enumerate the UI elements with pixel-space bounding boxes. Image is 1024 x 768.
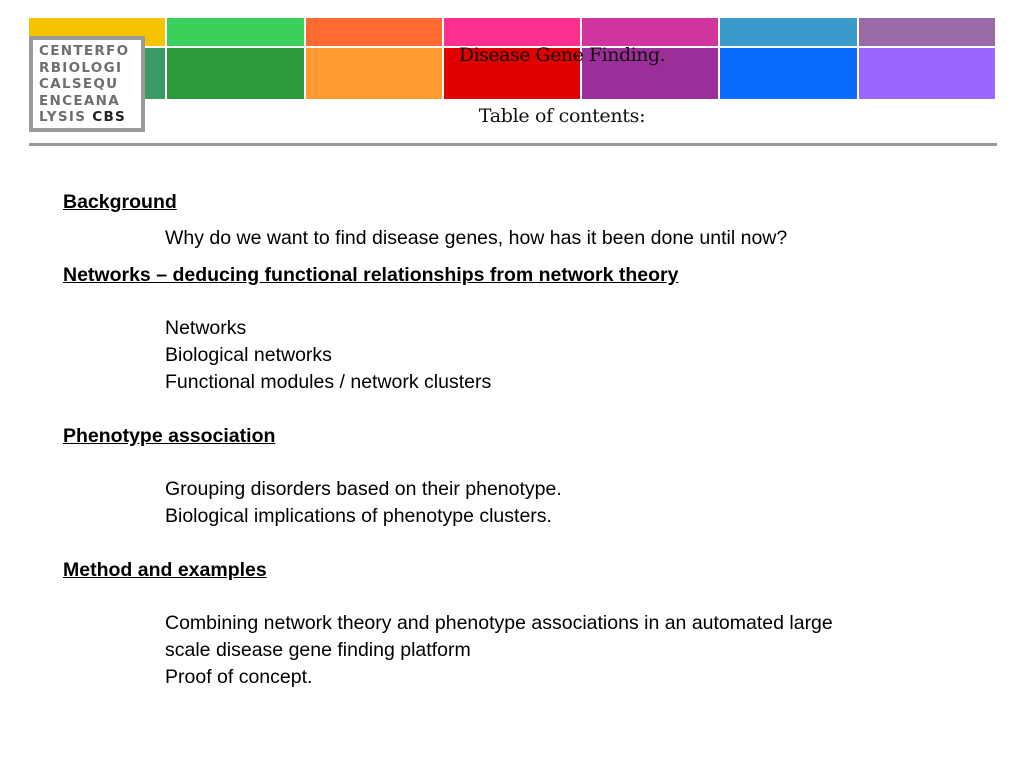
header-divider (29, 143, 997, 146)
section-heading-background: Background (63, 191, 177, 213)
toc-item: Grouping disorders based on their phenotype. (165, 478, 562, 500)
logo-line: CALSEQU (39, 76, 119, 92)
toc-item: Networks (165, 317, 247, 339)
section-heading-phenotype: Phenotype association (63, 425, 276, 447)
logo-line: LYSIS (39, 109, 87, 125)
banner-cell (167, 48, 305, 101)
banner-cell (859, 18, 997, 48)
toc-item: Combining network theory and phenotype associations in an automated large (165, 612, 833, 634)
table-of-contents (63, 189, 983, 691)
toc-item: Biological networks (165, 344, 332, 366)
cbs-logo (29, 36, 145, 132)
toc-item: Biological implications of phenotype clusters. (165, 505, 552, 527)
section-heading-method: Method and examples (63, 559, 267, 581)
toc-item: Why do we want to find disease genes, how has it been done until now? (165, 227, 788, 249)
logo-line: RBIOLOGI (39, 59, 123, 76)
logo-line: ENCEANA (39, 92, 120, 109)
page-subtitle: Table of contents: (478, 105, 646, 127)
section-heading-networks: Networks – deducing functional relationships from network theory (63, 264, 679, 286)
logo-line: CENTERFO (39, 43, 130, 59)
logo-accent: CBS (92, 109, 127, 125)
logo-text-block (33, 40, 141, 128)
toc-item: Proof of concept. (165, 666, 313, 688)
page-title: Disease Gene Finding. (458, 44, 666, 66)
toc-item: scale disease gene finding platform (165, 639, 471, 661)
toc-item: Functional modules / network clusters (165, 371, 492, 393)
banner-cell (167, 18, 305, 48)
banner-cell (859, 48, 997, 101)
logo-line-last (39, 109, 141, 126)
